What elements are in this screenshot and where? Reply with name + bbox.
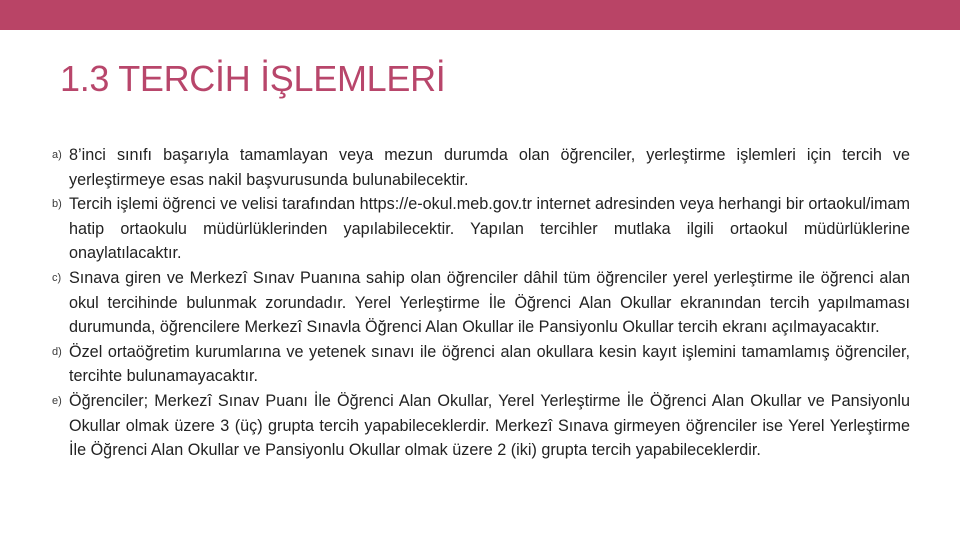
list-item-d <box>52 340 910 389</box>
list-item-c <box>52 266 910 340</box>
item-marker: c) <box>52 271 62 284</box>
list-item-e <box>52 389 910 463</box>
list-item-a <box>52 143 910 192</box>
list-item-b <box>52 192 910 266</box>
item-text: Sınava giren ve Merkezî Sınav Puanına sahip olan öğrenciler dâhil tüm öğrenciler yerel yerleştirme ile öğrenci alan okul tercihinde bulunmak zorundadır. Yerel Yerleştirme İle Öğrenci Alan Okullar ekranından tercih yapılmaması durumunda, öğrencilere Merkezî Sınavla Öğrenci Alan Okullar ile Pansiyonlu Okullar tercih ekranı açılmayacaktır. <box>69 268 910 337</box>
item-text: 8’inci sınıfı başarıyla tamamlayan veya mezun durumda olan öğrenciler, yerleştirme işlemleri için tercih ve yerleştirmeye esas nakil başvurusunda bulunabilecektir. <box>69 146 910 189</box>
item-marker: a) <box>52 149 62 161</box>
item-list <box>52 143 910 463</box>
item-marker: d) <box>52 345 62 358</box>
item-marker: b) <box>52 198 62 211</box>
item-text: Tercih işlemi öğrenci ve velisi tarafından https://e-okul.meb.gov.tr internet adresinden veya herhangi bir ortaokul/imam hatip ortaokulu müdürlüklerinden yapılabilecektir. Yapılan tercihler mutlaka ilgili ortaokul müdürlüklerine onaylatılacaktır. <box>69 195 910 263</box>
item-text: Öğrenciler; Merkezî Sınav Puanı İle Öğrenci Alan Okullar, Yerel Yerleştirme İle Öğrenci Alan Okullar ve Pansiyonlu Okullar olmak üzere 3 (üç) grupta tercih yapabileceklerdir. Merkezî Sınava girmeyen öğrenciler ise Yerel Yerleştirme İle Öğrenci Alan Okullar ve Pansiyonlu Okullar olmak üzere 2 (iki) grupta tercih yapabileceklerdir. <box>69 391 910 460</box>
top-accent-bar <box>0 0 960 30</box>
item-marker: e) <box>52 394 62 407</box>
item-text: Özel ortaöğretim kurumlarına ve yetenek sınavı ile öğrenci alan okullara kesin kayıt işlemini tamamlamış öğrenciler, tercihte bulunamayacaktır. <box>69 342 910 386</box>
slide-title: 1.3 TERCİH İŞLEMLERİ <box>60 58 446 99</box>
